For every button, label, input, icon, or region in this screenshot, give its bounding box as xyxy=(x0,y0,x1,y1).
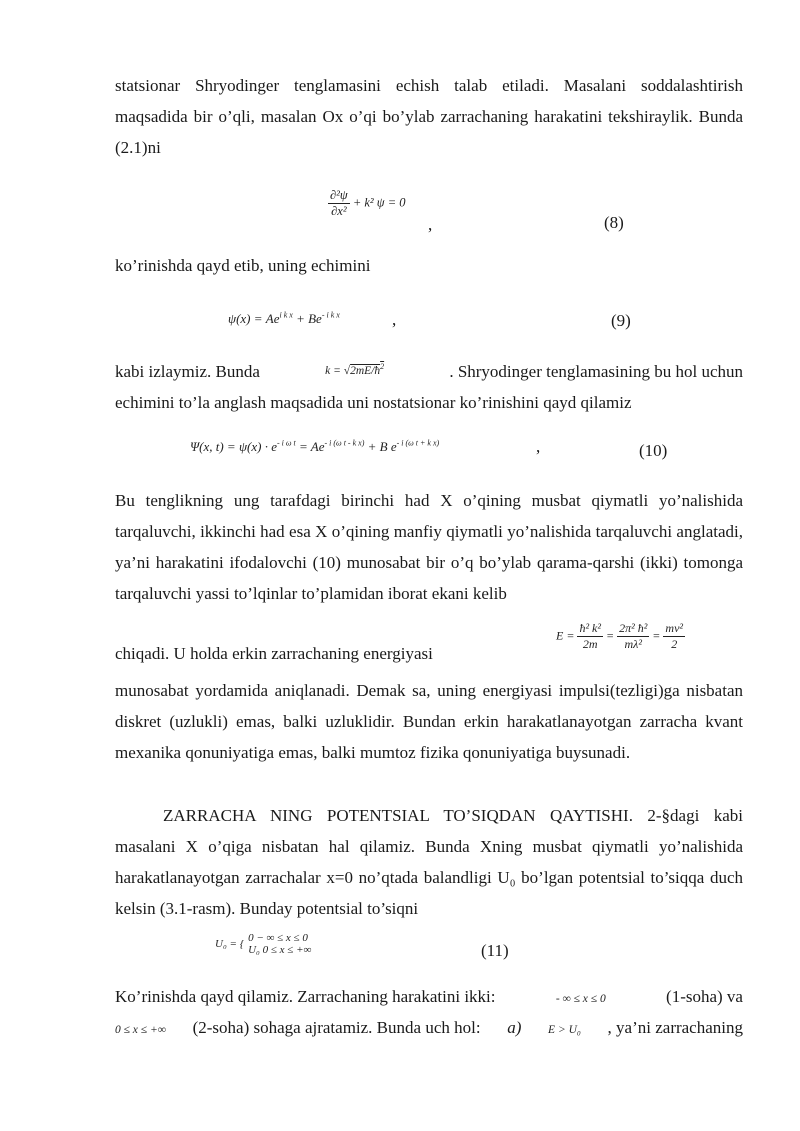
munosabat-paragraph: munosabat yordamida aniqlanadi. Demak sa, uning energiyasi impulsi(tezligi)ga nisbatan diskret (uzlukli) emas, balki uzluklidir. Bundan erkin harakatlanayotgan zarracha kvant mexanika qonuniyatiga emas, balki mumtoz fizika qonuniyatiga buysunadi. xyxy=(115,681,743,762)
energy-f1-den: 2m xyxy=(582,637,598,651)
equation-8 xyxy=(328,188,406,219)
energy-lhs: E = xyxy=(556,628,575,643)
cases-line xyxy=(115,1018,743,1038)
eq11-cases xyxy=(248,932,311,956)
energy-f2-num: 2π² ħ² xyxy=(619,621,648,635)
wave-paragraph: Bu tenglikning ung tarafdagi birinchi had X o’qining musbat qiymatli yo’nalishida tarqaluvchi, ikkinchi had esa X o’qining manfiy qiymatli yo’nalishida tarqaluvchi anglatadi, ya’ni harakatini ifodalovchi (10) munosabat bir o’q bo’ylab qarama-qarshi (ikki) tomonga tarqaluvchi yassi to’lqinlar to’plamidan iborat ekani kelib xyxy=(115,491,743,603)
kabi-line xyxy=(115,362,743,382)
energy-f3-den: 2 xyxy=(671,637,678,651)
eq11-lhs: U₀ = { xyxy=(215,938,245,950)
eq10-comma: , xyxy=(536,437,541,456)
eq11-row-2: U₀ 0 ≤ x ≤ +∞ xyxy=(248,944,312,956)
eq9-expression: $\psi(x) = Ae^{i k x} + Be^{- i k x}$ xyxy=(228,311,340,327)
cases-text-b: , ya’ni zarrachaning xyxy=(607,1018,743,1037)
energy-f1-num: ħ² k² xyxy=(579,621,601,635)
eq10-number: (10) xyxy=(639,441,668,460)
barrier-paragraph: ZARRACHA NING POTENTSIAL TO’SIQDAN QAYTISHI. 2-§dagi kabi masalani X o’qiga nisbatan hal qilamiz. Bunda Xning musbat qiymatli yo’nalishida harakatlanayotgan zarrachalar x=0 no’qtada balandligi U₀ bo’lgan potentsial to’siqqa duch kelsin (3.1-rasm). Bunday potentsial to’siqni xyxy=(115,806,743,918)
energy-f3-num: mv² xyxy=(665,621,683,635)
eq8-number: (8) xyxy=(604,213,624,232)
regions-text-a: Ko’rinishda qayd qilamiz. Zarrachaning harakatini ikki: xyxy=(115,987,496,1006)
regions-line xyxy=(115,987,743,1007)
kabi-text-a: kabi izlaymiz. Bunda xyxy=(115,362,260,381)
energy-formula xyxy=(556,621,685,652)
energy-f2-den: mλ² xyxy=(624,637,642,651)
form-line: ko’rinishda qayd etib, uning echimini xyxy=(115,256,371,275)
energy-eq-3: = xyxy=(652,628,661,643)
chiqadi-line: chiqadi. U holda erkin zarrachaning energiyasi xyxy=(115,644,433,663)
k-expression: $k = √2mE/ħ^2$ xyxy=(325,362,385,377)
energy-fraction-3 xyxy=(663,621,685,652)
eq9-number: (9) xyxy=(611,311,631,330)
cases-text-a: (2-soha) sohaga ajratamiz. Bunda uch hol: xyxy=(192,1018,481,1037)
equation-11 xyxy=(215,932,311,956)
eq8-fraction xyxy=(328,188,350,219)
region-2-expression: 0 ≤ x ≤ +∞ xyxy=(115,1024,166,1036)
eq8-denominator: ∂x² xyxy=(331,204,347,218)
case-a-label: a) xyxy=(507,1018,522,1037)
energy-eq-2: = xyxy=(605,628,615,643)
energy-fraction-2 xyxy=(617,621,649,652)
eq11-number: (11) xyxy=(481,941,509,960)
eq10-expression: Ψ(x, $t) = \psi(x) \cdot e^{- i \omega t} = Ae^{- i (\omega t - k x)} + B$ $e^{- i (\omega t + k x)}$ xyxy=(190,439,440,455)
regions-text-b: (1-soha) va xyxy=(666,987,743,1006)
eq8-comma: , xyxy=(428,215,433,234)
case-a-expression: E > U₀ xyxy=(548,1024,581,1036)
eq11-row-1: 0 − ∞ ≤ x ≤ 0 xyxy=(248,932,308,944)
equation-10 xyxy=(190,439,439,455)
intro-paragraph: statsionar Shryodinger tenglamasini echish talab etiladi. Masalani soddalashtirish maqsadida bir o’qli, masalan Ox o’qi bo’ylab zarrachaning harakatini tekshiraylik. Bunda (2.1)ni xyxy=(115,76,743,157)
kabi-text-b: . Shryodinger tenglamasining bu hol uchun xyxy=(449,362,743,381)
eq9-comma: , xyxy=(392,310,397,329)
energy-fraction-1 xyxy=(577,621,603,652)
eq8-numerator: ∂²ψ xyxy=(330,188,348,202)
equation-9 xyxy=(228,311,340,327)
echim-line: echimini to’la anglash maqsadida uni nostatsionar ko’rinishini qayd qilamiz xyxy=(115,393,632,412)
region-1-expression: - ∞ ≤ x ≤ 0 xyxy=(555,993,606,1005)
eq8-rest: + k² ψ = 0 xyxy=(352,195,406,210)
